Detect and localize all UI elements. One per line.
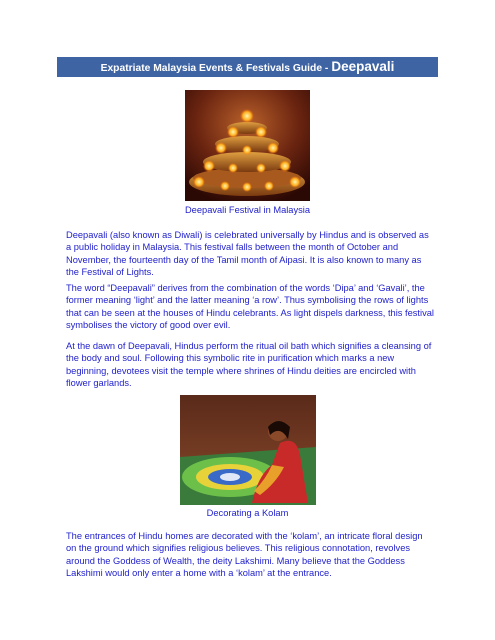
page-title: Expatriate Malaysia Events & Festivals Guide - bbox=[100, 63, 329, 74]
paragraph: At the dawn of Deepavali, Hindus perform the ritual oil bath which signifies a cleansing of the body and soul. Following this symbolic rite in purification which marks a new beginning, devotees visit the temple where shrines of Hindu deities are encircled with flower garlands. bbox=[66, 341, 432, 388]
figure-caption: Decorating a Kolam bbox=[206, 508, 289, 518]
title-bar bbox=[57, 57, 438, 77]
kolam-woman-photo bbox=[180, 395, 316, 505]
oil-lamps-photo bbox=[185, 90, 310, 201]
paragraph: The entrances of Hindu homes are decorated with the ‘kolam’, an intricate floral design on the ground which signifies religious believes. This religious connotation, revolves around the Goddess of Wealth, the deity Lakshimi. Many believe that the Goddess Lakshimi would only enter a home with a ‘kolam’ at the entrance. bbox=[66, 531, 423, 578]
paragraph: Deepavali (also known as Diwali) is celebrated universally by Hindus and is observed as a public holiday in Malaysia. This festival falls between the month of October and November, the fourteenth day of the Tamil month of Aipasi. It is also known to many as the Festival of Lights. bbox=[66, 230, 429, 277]
paragraph: The word “Deepavali” derives from the combination of the words ‘Dipa’ and ‘Gavali’, the former meaning ‘light’ and the latter meaning ‘a row’. Thus symbolising the rows of lights that can be seen at the houses of Hindu celebrants. As light dispels darkness, this festival symbolises the victory of good over evil. bbox=[66, 283, 434, 330]
figure-caption: Deepavali Festival in Malaysia bbox=[184, 205, 311, 215]
page-title-emphasis: Deepavali bbox=[331, 59, 395, 74]
